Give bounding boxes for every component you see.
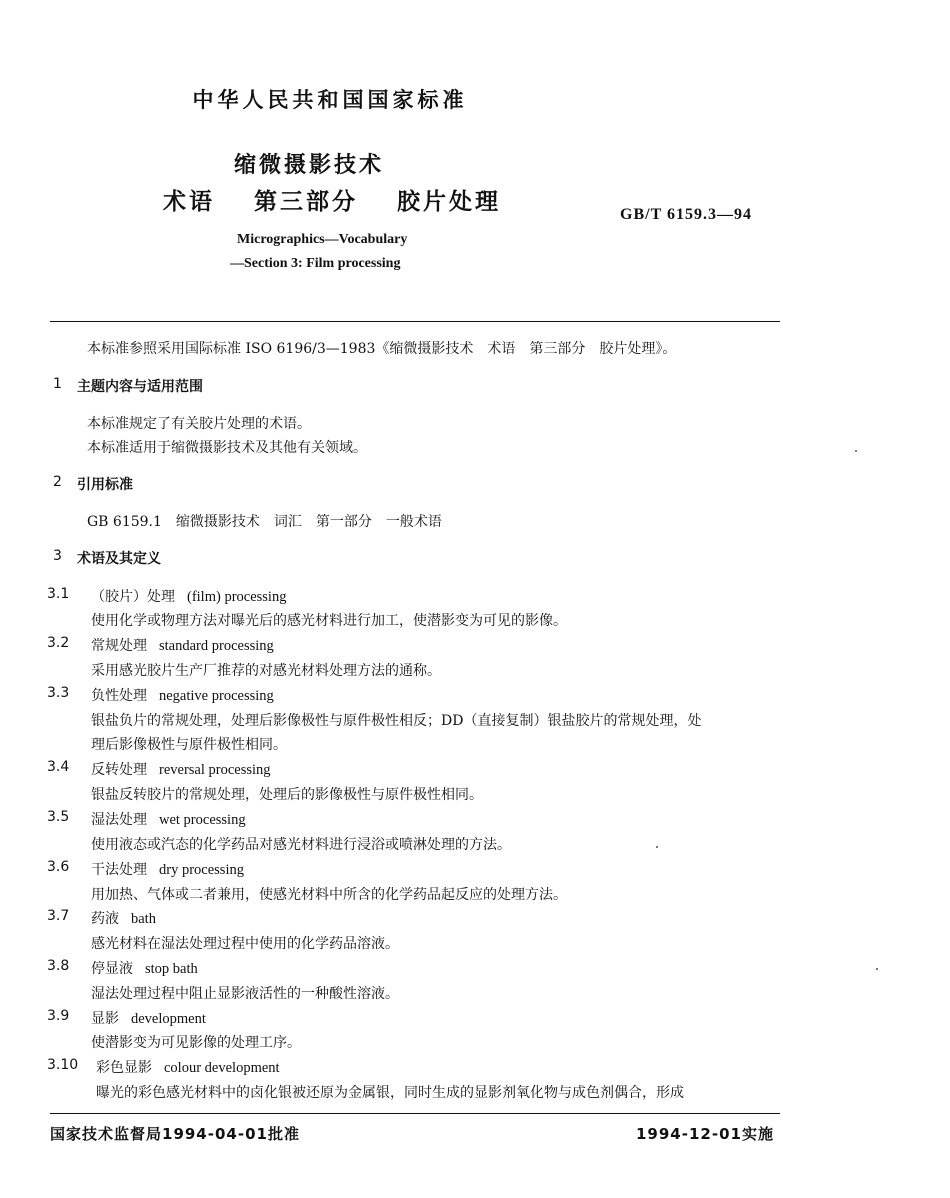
term-zh: 停显液	[91, 961, 133, 977]
scan-speck	[855, 450, 857, 452]
section-1-title: 主题内容与适用范围	[77, 379, 203, 395]
term-3-9-definition: 使潜影变为可见影像的处理工序。	[91, 1035, 301, 1051]
term-3-10-number: 3.10	[47, 1057, 79, 1073]
term-en: wet processing	[159, 812, 246, 828]
term-en: colour development	[164, 1060, 280, 1076]
term-en: development	[131, 1011, 206, 1027]
term-3-5-number: 3.5	[47, 809, 70, 825]
term-3-3-number: 3.3	[47, 685, 70, 701]
section-3-title: 术语及其定义	[77, 551, 161, 567]
scan-speck	[876, 968, 878, 970]
term-3-7-heading	[91, 908, 156, 928]
term-3-9-number: 3.9	[47, 1008, 70, 1024]
term-3-1-heading	[91, 586, 286, 606]
section-2-number: 2	[53, 474, 62, 490]
title-part-3: 胶片处理	[397, 189, 502, 215]
term-zh: 显影	[91, 1011, 119, 1027]
term-3-10-definition: 曝光的彩色感光材料中的卤化银被还原为金属银，同时生成的显影剂氧化物与成色剂偶合，形成	[96, 1085, 684, 1101]
footer-divider	[50, 1113, 780, 1114]
english-title-line-1: Micrographics—Vocabulary	[237, 232, 408, 247]
term-zh: 彩色显影	[96, 1060, 152, 1076]
effective-date: 1994-12-01实施	[636, 1125, 774, 1143]
term-3-4-definition: 银盐反转胶片的常规处理，处理后的影像极性与原件极性相同。	[91, 787, 483, 803]
english-title-line-2: —Section 3: Film processing	[230, 256, 401, 271]
scan-speck	[656, 846, 658, 848]
term-3-1-definition: 使用化学或物理方法对曝光后的感光材料进行加工，使潜影变为可见的影像。	[91, 613, 567, 629]
section-2-title: 引用标准	[77, 477, 133, 493]
term-3-5-heading	[91, 809, 246, 829]
term-3-4-heading	[91, 759, 271, 779]
section-3-number: 3	[53, 548, 62, 564]
section-1-number: 1	[53, 376, 62, 392]
title-line-2	[163, 183, 529, 216]
term-3-2-heading	[91, 635, 274, 655]
term-zh: 反转处理	[91, 762, 147, 778]
term-3-8-definition: 湿法处理过程中阻止显影液活性的一种酸性溶液。	[91, 986, 399, 1002]
term-3-2-definition: 采用感光胶片生产厂推荐的对感光材料处理方法的通称。	[91, 663, 441, 679]
term-en: reversal processing	[159, 762, 271, 778]
term-3-10-heading	[96, 1057, 280, 1077]
term-zh: 负性处理	[91, 688, 147, 704]
term-3-3-definition-line-2: 理后影像极性与原件极性相同。	[91, 737, 287, 753]
title-line-1: 缩微摄影技术	[234, 153, 385, 178]
term-en: negative processing	[159, 688, 274, 704]
title-part-2: 第三部分	[254, 189, 359, 215]
term-en: stop bath	[145, 961, 198, 977]
term-3-3-definition-line-1: 银盐负片的常规处理，处理后影像极性与原件极性相反；DD（直接复制）银盐胶片的常规处理，处	[91, 713, 702, 729]
term-zh: 干法处理	[91, 862, 147, 878]
term-zh: 药液	[91, 911, 119, 927]
term-3-2-number: 3.2	[47, 635, 70, 651]
term-3-8-heading	[91, 958, 198, 978]
national-standard-heading: 中华人民共和国国家标准	[192, 88, 468, 112]
term-3-9-heading	[91, 1008, 206, 1028]
term-3-5-definition: 使用液态或汽态的化学药品对感光材料进行浸浴或喷淋处理的方法。	[91, 837, 511, 853]
section-2-reference: GB 6159.1 缩微摄影技术 词汇 第一部分 一般术语	[87, 514, 442, 530]
term-3-3-heading	[91, 685, 274, 705]
header-divider	[50, 321, 780, 322]
term-3-7-number: 3.7	[47, 908, 70, 924]
term-zh: 湿法处理	[91, 812, 147, 828]
term-en: dry processing	[159, 862, 244, 878]
term-en: bath	[131, 911, 156, 927]
adoption-note: 本标准参照采用国际标准 ISO 6196/3—1983《缩微摄影技术 术语 第三部分 胶片处理》。	[87, 341, 677, 357]
title-part-1: 术语	[163, 189, 215, 215]
section-1-paragraph-2: 本标准适用于缩微摄影技术及其他有关领域。	[87, 440, 367, 456]
term-3-7-definition: 感光材料在湿法处理过程中使用的化学药品溶液。	[91, 936, 399, 952]
term-en: standard processing	[159, 638, 274, 654]
term-3-6-heading	[91, 859, 244, 879]
term-3-1-number: 3.1	[47, 586, 70, 602]
term-zh: 常规处理	[91, 638, 147, 654]
term-3-6-definition: 用加热、气体或二者兼用，使感光材料中所含的化学药品起反应的处理方法。	[91, 887, 567, 903]
section-1-paragraph-1: 本标准规定了有关胶片处理的术语。	[87, 416, 311, 432]
term-en: (film) processing	[187, 589, 287, 605]
term-zh: （胶片）处理	[91, 589, 175, 605]
term-3-6-number: 3.6	[47, 859, 70, 875]
approval-date: 国家技术监督局1994-04-01批准	[50, 1125, 300, 1143]
standard-number: GB/T 6159.3—94	[620, 206, 752, 223]
term-3-8-number: 3.8	[47, 958, 70, 974]
term-3-4-number: 3.4	[47, 759, 70, 775]
